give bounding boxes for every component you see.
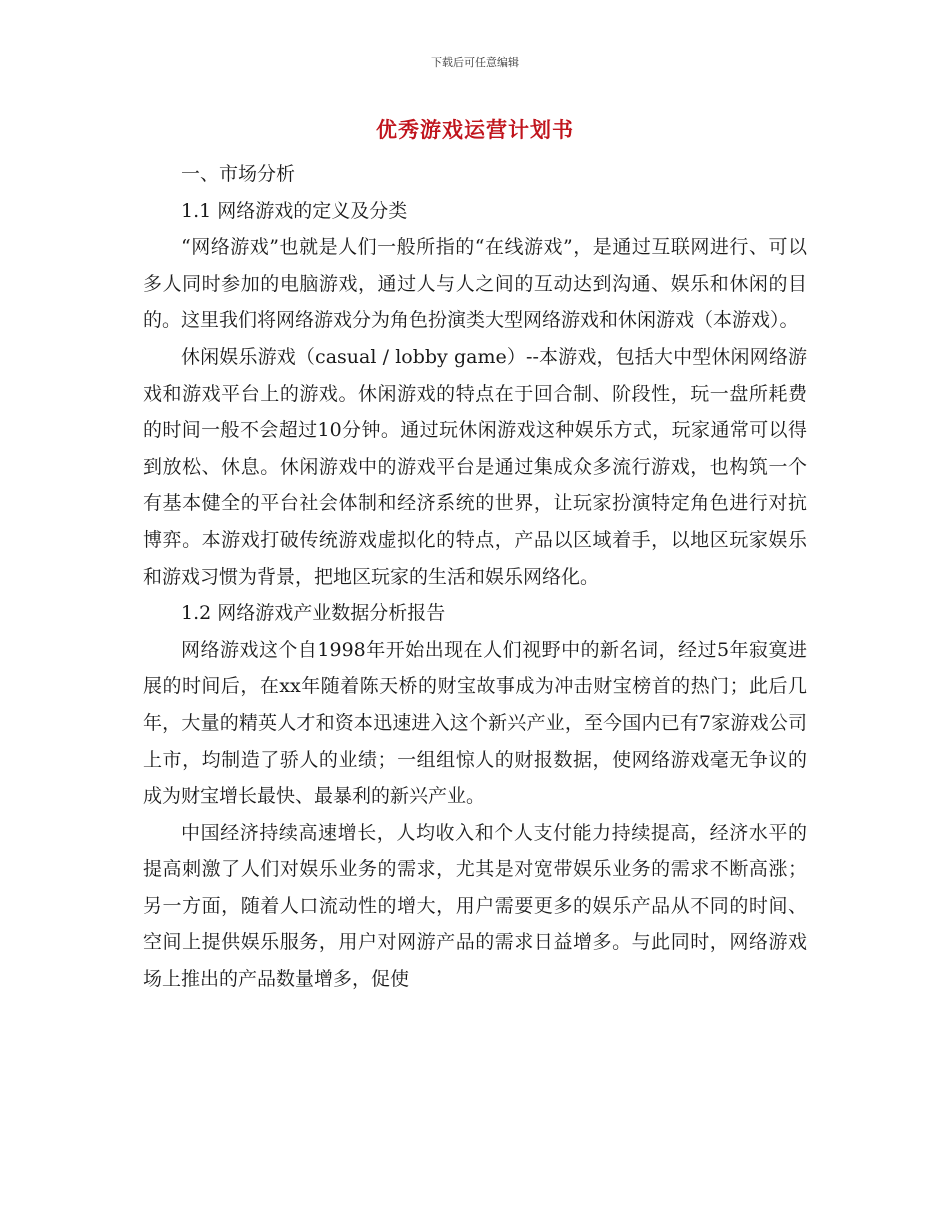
paragraph-online-game-definition: “网络游戏”也就是人们一般所指的“在线游戏”，是通过互联网进行、可以多人同时参加的电脑游戏，通过人与人之间的互动达到沟通、娱乐和休闲的目的。这里我们将网络游戏分为角色扮演类大型网络游戏和休闲游戏（本游戏）。 [143,236,807,332]
subsection-heading-definition: 1.1 网络游戏的定义及分类 [181,199,408,222]
section-heading-market-analysis: 一、市场分析 [181,163,296,185]
header-note: 下载后可任意编辑 [431,56,519,69]
paragraph-casual-games: 休闲娱乐游戏（casual / lobby game）--本游戏，包括大中型休闲网络游戏和游戏平台上的游戏。休闲游戏的特点在于回合制、阶段性，玩一盘所耗费的时间一般不会超过10分钟。通过玩休闲游戏这种娱乐方式，玩家通常可以得到放松、休息。休闲游戏中的游戏平台是通过集成众多流行游戏，也构筑一个有基本健全的平台社会体制和经济系统的世界，让玩家扮演特定角色进行对抗博弈。本游戏打破传统游戏虚拟化的特点，产品以区域着手，以地区玩家娱乐和游戏习惯为背景，把地区玩家的生活和娱乐网络化。 [143,345,807,588]
document-title: 优秀游戏运营计划书 [376,117,574,142]
paragraph-industry-history: 网络游戏这个自1998年开始出现在人们视野中的新名词，经过5年寂寞进展的时间后，在xx年随着陈天桥的财宝故事成为冲击财宝榜首的热门；此后几年，大量的精英人才和资本迅速进入这个新兴产业，至今国内已有7家游戏公司上市，均制造了骄人的业绩；一组组惊人的财报数据，使网络游戏毫无争议的成为财宝增长最快、最暴利的新兴产业。 [143,638,807,808]
paragraph-economic-growth: 中国经济持续高速增长，人均收入和个人支付能力持续提高，经济水平的提高刺激了人们对娱乐业务的需求，尤其是对宽带娱乐业务的需求不断高涨；另一方面，随着人口流动性的增大，用户需要更多的娱乐产品从不同的时间、空间上提供娱乐服务，用户对网游产品的需求日益增多。与此同时，网络游戏场上推出的产品数量增多，促使 [143,821,807,991]
subsection-heading-industry-data: 1.2 网络游戏产业数据分析报告 [181,602,446,625]
document-body [143,156,807,998]
